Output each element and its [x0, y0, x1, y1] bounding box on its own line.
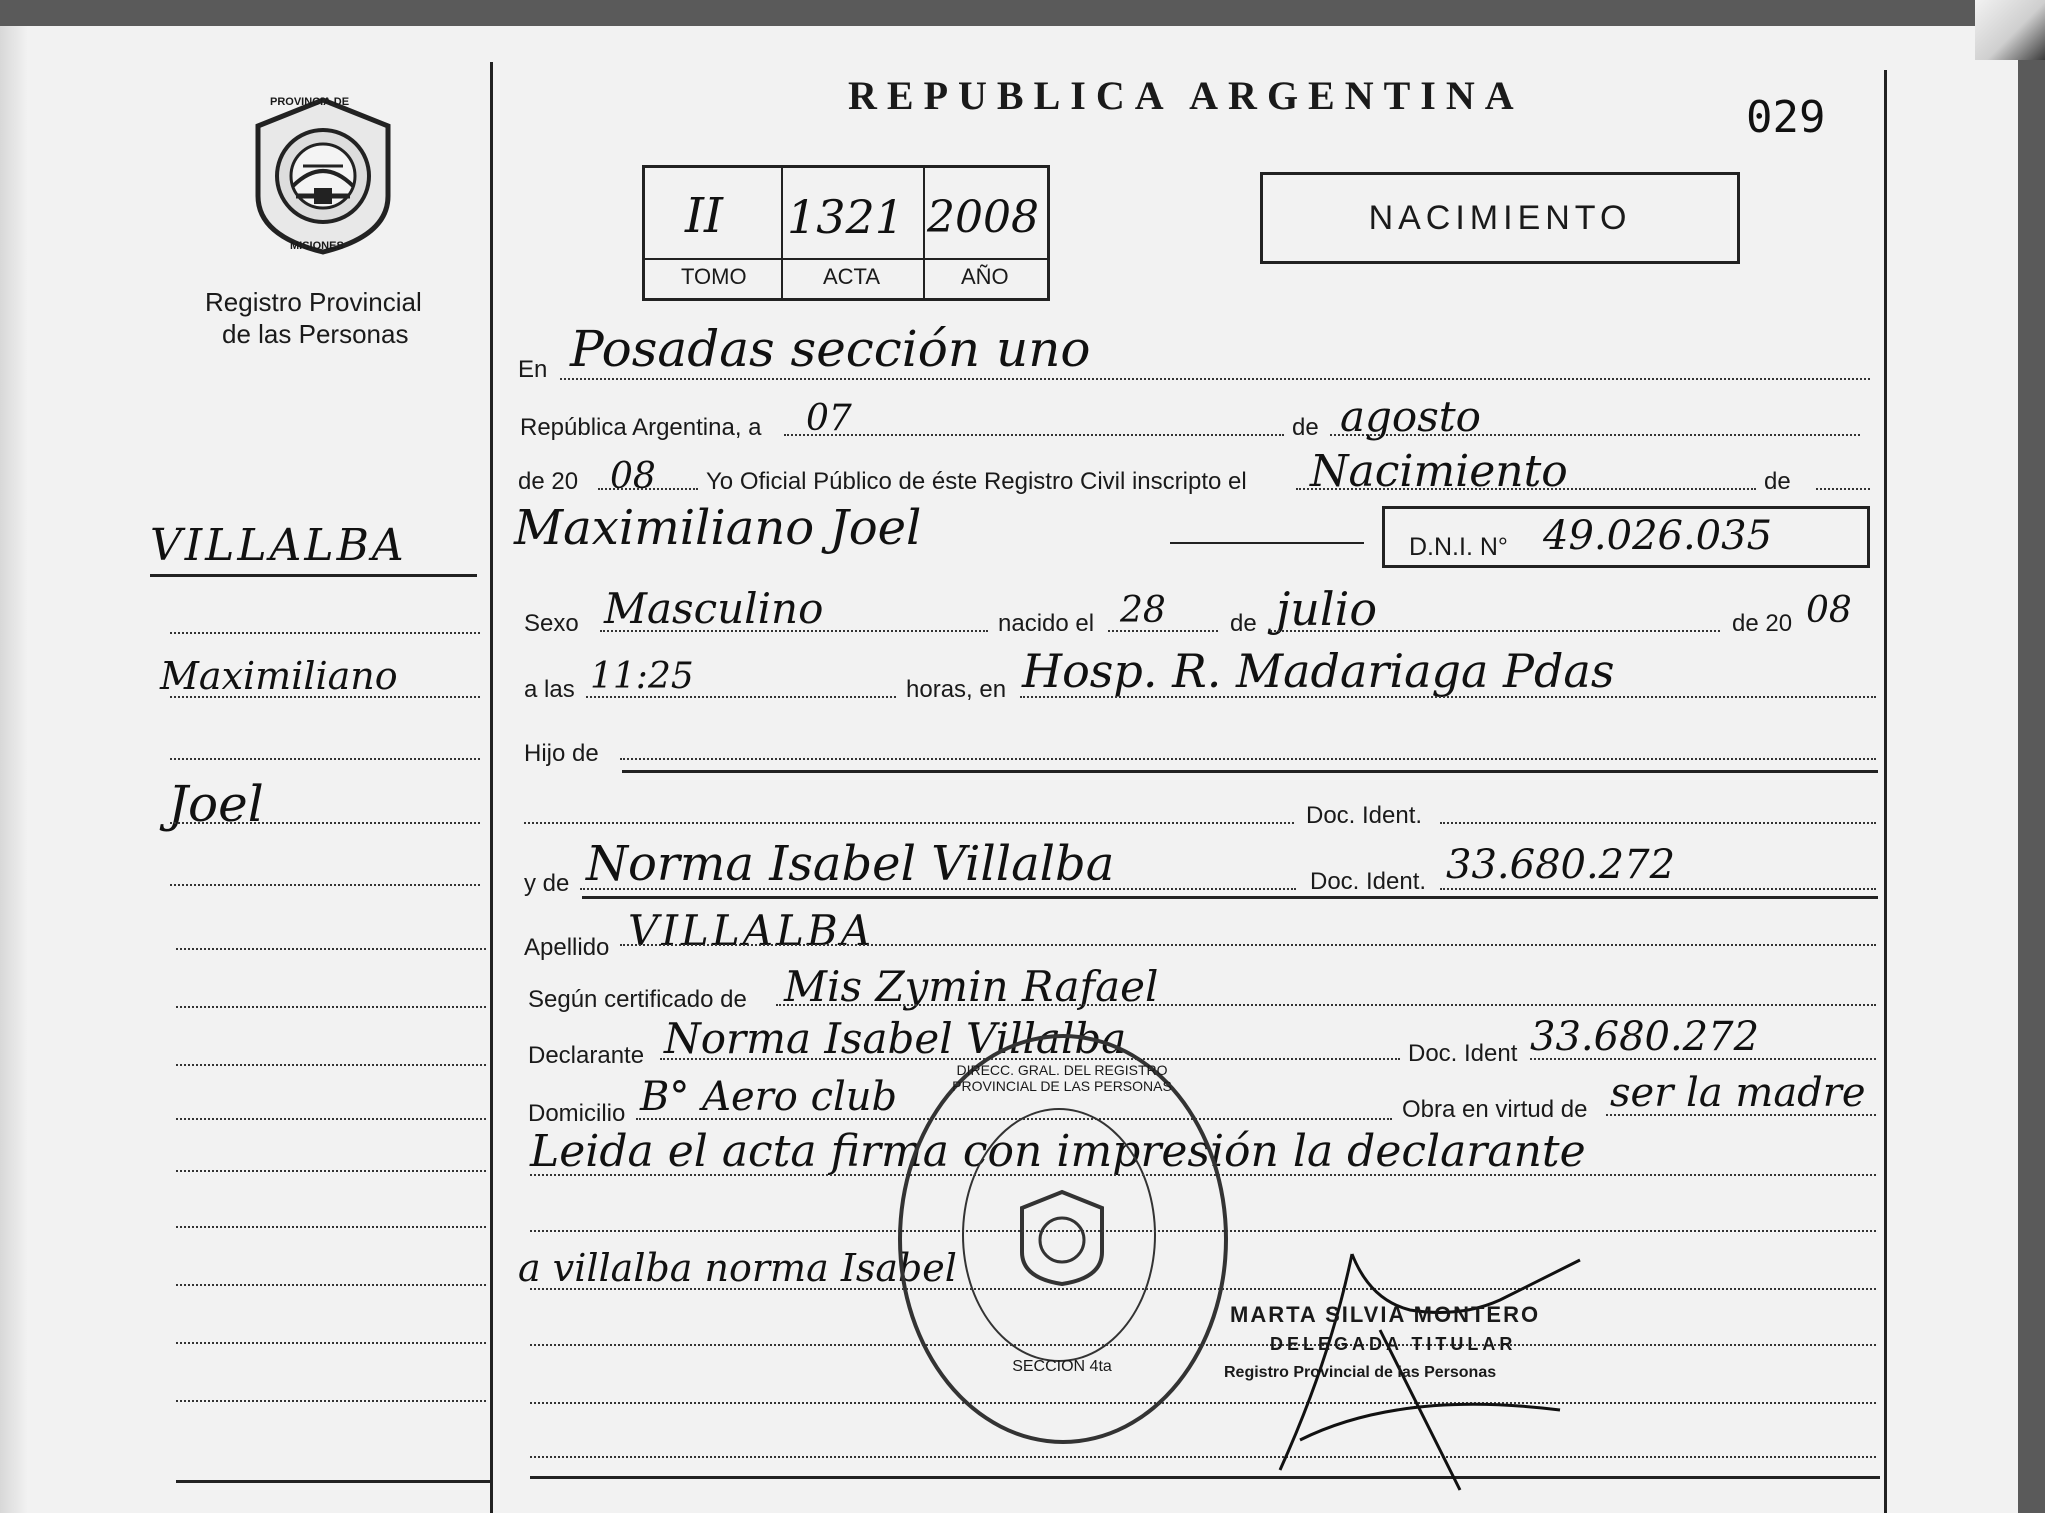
document-type-label: NACIMIENTO	[1368, 199, 1632, 237]
country-title: REPUBLICA ARGENTINA	[848, 73, 1524, 118]
inscripto-value: Nacimiento	[1310, 446, 1568, 497]
declarante-label: Declarante	[528, 1042, 645, 1069]
official-stamp	[898, 1034, 1228, 1444]
margin-dots	[176, 948, 486, 950]
margin-surname: VILLALBA	[150, 520, 407, 571]
emblem-text-bottom: MISIONES	[290, 240, 344, 252]
margin-dots	[176, 1284, 486, 1286]
form-dots	[600, 630, 988, 632]
form-dots	[776, 1004, 1876, 1006]
form-bottom-rule	[530, 1476, 1880, 1479]
de-label: de	[1292, 414, 1319, 441]
form-dots	[1816, 488, 1870, 490]
record-box-divider	[645, 258, 1047, 260]
margin-dots	[176, 1342, 486, 1344]
segun-value: Mis Zymin Rafael	[784, 962, 1159, 1011]
year-value: 08	[610, 456, 656, 497]
hijo-label: Hijo de	[524, 740, 599, 767]
mother-doc-value: 33.680.272	[1446, 842, 1676, 888]
nacido-label: nacido el	[998, 610, 1095, 637]
acta-label: ACTA	[823, 264, 881, 289]
margin-dots	[176, 1400, 486, 1402]
note-line-1: Leida el acta firma con impresión la declarante	[530, 1126, 1586, 1177]
margin-dots	[176, 1006, 486, 1008]
day-value: 07	[806, 398, 852, 439]
horas-label: horas, en	[906, 676, 1007, 703]
anio-value: 2008	[927, 192, 1039, 243]
de-label-3: de	[1230, 610, 1257, 637]
note-line-2: a villalba norma Isabel	[518, 1246, 957, 1290]
de-label-2: de	[1764, 468, 1791, 495]
year-prefix-label: de 20	[518, 468, 579, 495]
stamp-text-bottom: SECCION 4ta	[1012, 1358, 1112, 1375]
name-value: Maximiliano Joel	[514, 500, 922, 556]
birth-year-value: 08	[1806, 590, 1852, 631]
stamp-emblem-icon	[1014, 1188, 1110, 1288]
form-dots	[1440, 822, 1876, 824]
margin-rule-bottom	[176, 1480, 491, 1483]
record-box	[642, 165, 1050, 301]
name-underline	[1170, 542, 1364, 544]
document-type-box	[1260, 172, 1740, 264]
y-de-label: y de	[524, 870, 570, 897]
mother-rule	[582, 896, 1878, 899]
form-dots	[1530, 1058, 1876, 1060]
sexo-label: Sexo	[524, 610, 579, 637]
doc-ident-label-2: Doc. Ident.	[1310, 868, 1427, 895]
apellido-value: VILLALBA	[628, 906, 875, 955]
form-dots	[530, 1456, 1876, 1458]
margin-dots	[176, 1118, 486, 1120]
page-corner	[1975, 0, 2045, 60]
margin-dots	[170, 696, 480, 698]
form-dots	[1020, 696, 1876, 698]
obra-label: Obra en virtud de	[1402, 1096, 1588, 1123]
obra-value: ser la madre	[1610, 1070, 1866, 1116]
dni-label: D.N.I. N°	[1409, 533, 1508, 561]
signature-office: Registro Provincial de las Personas	[1224, 1364, 1497, 1381]
form-dots	[1108, 630, 1218, 632]
republica-label: República Argentina, a	[520, 414, 762, 441]
margin-given-name-1: Maximiliano	[160, 654, 398, 698]
province-emblem	[248, 96, 398, 256]
registry-name-line1: Registro Provincial	[205, 287, 422, 317]
stamp-text-top: DIRECC. GRAL. DEL REGISTRO PROVINCIAL DE LAS PERSONAS	[952, 1062, 1172, 1094]
margin-given-name-2: Joel	[168, 775, 264, 833]
form-dots	[560, 378, 1870, 380]
binding-gutter	[0, 26, 28, 1513]
form-dots	[620, 944, 1876, 946]
form-dots	[580, 888, 1296, 890]
signature-title: DELEGADA TITULAR	[1270, 1334, 1517, 1354]
mother-value: Norma Isabel Villalba	[586, 836, 1115, 892]
month-value: agosto	[1340, 392, 1481, 441]
apellido-label: Apellido	[524, 934, 610, 961]
birth-month-value: julio	[1276, 582, 1378, 636]
margin-dots	[176, 1170, 486, 1172]
form-dots	[1606, 1114, 1876, 1116]
margin-dots	[170, 758, 480, 760]
birth-year-label: de 20	[1732, 610, 1793, 637]
sexo-value: Masculino	[604, 584, 824, 633]
time-value: 11:25	[590, 656, 694, 697]
doc-ident-label-3: Doc. Ident	[1408, 1040, 1518, 1067]
place-value: Hosp. R. Madariaga Pdas	[1022, 644, 1615, 698]
form-dots	[1270, 630, 1720, 632]
declarante-doc-value: 33.680.272	[1530, 1014, 1760, 1060]
domicilio-label: Domicilio	[528, 1100, 626, 1127]
emblem-text-top: PROVINCIA DE	[270, 96, 350, 108]
declarante-value: Norma Isabel Villalba	[664, 1014, 1127, 1063]
margin-dots	[170, 632, 480, 634]
hijo-rule	[622, 770, 1878, 773]
en-label: En	[518, 356, 548, 383]
form-dots	[586, 696, 896, 698]
acta-value: 1321	[787, 190, 905, 244]
doc-ident-label-1: Doc. Ident.	[1306, 802, 1423, 829]
form-dots	[524, 822, 1294, 824]
form-dots	[620, 758, 1876, 760]
dni-value: 49.026.035	[1543, 513, 1773, 559]
margin-rule-1	[150, 574, 477, 577]
tomo-label: TOMO	[681, 264, 747, 289]
a-las-label: a las	[524, 676, 575, 703]
en-value: Posadas sección uno	[570, 320, 1091, 378]
birth-day-value: 28	[1120, 590, 1166, 631]
form-dots	[530, 1402, 1876, 1404]
tomo-value: II	[685, 188, 723, 244]
margin-dots	[170, 884, 480, 886]
form-dots	[1440, 888, 1876, 890]
margin-dots	[176, 1226, 486, 1228]
frame-left-border	[490, 62, 493, 1513]
folio-number: 029	[1746, 92, 1826, 143]
registry-name-line2: de las Personas	[222, 319, 409, 349]
signature-name: MARTA SILVIA MONTERO	[1230, 1302, 1541, 1327]
anio-label: AÑO	[961, 264, 1009, 289]
oficial-text: Yo Oficial Público de éste Registro Civil inscripto el	[706, 468, 1247, 495]
margin-dots	[176, 1064, 486, 1066]
margin-dots	[170, 822, 480, 824]
frame-right-border	[1884, 70, 1887, 1513]
dni-box	[1382, 506, 1870, 568]
segun-label: Según certificado de	[528, 986, 747, 1013]
domicilio-value: B° Aero club	[640, 1074, 898, 1120]
form-dots	[784, 434, 1284, 436]
